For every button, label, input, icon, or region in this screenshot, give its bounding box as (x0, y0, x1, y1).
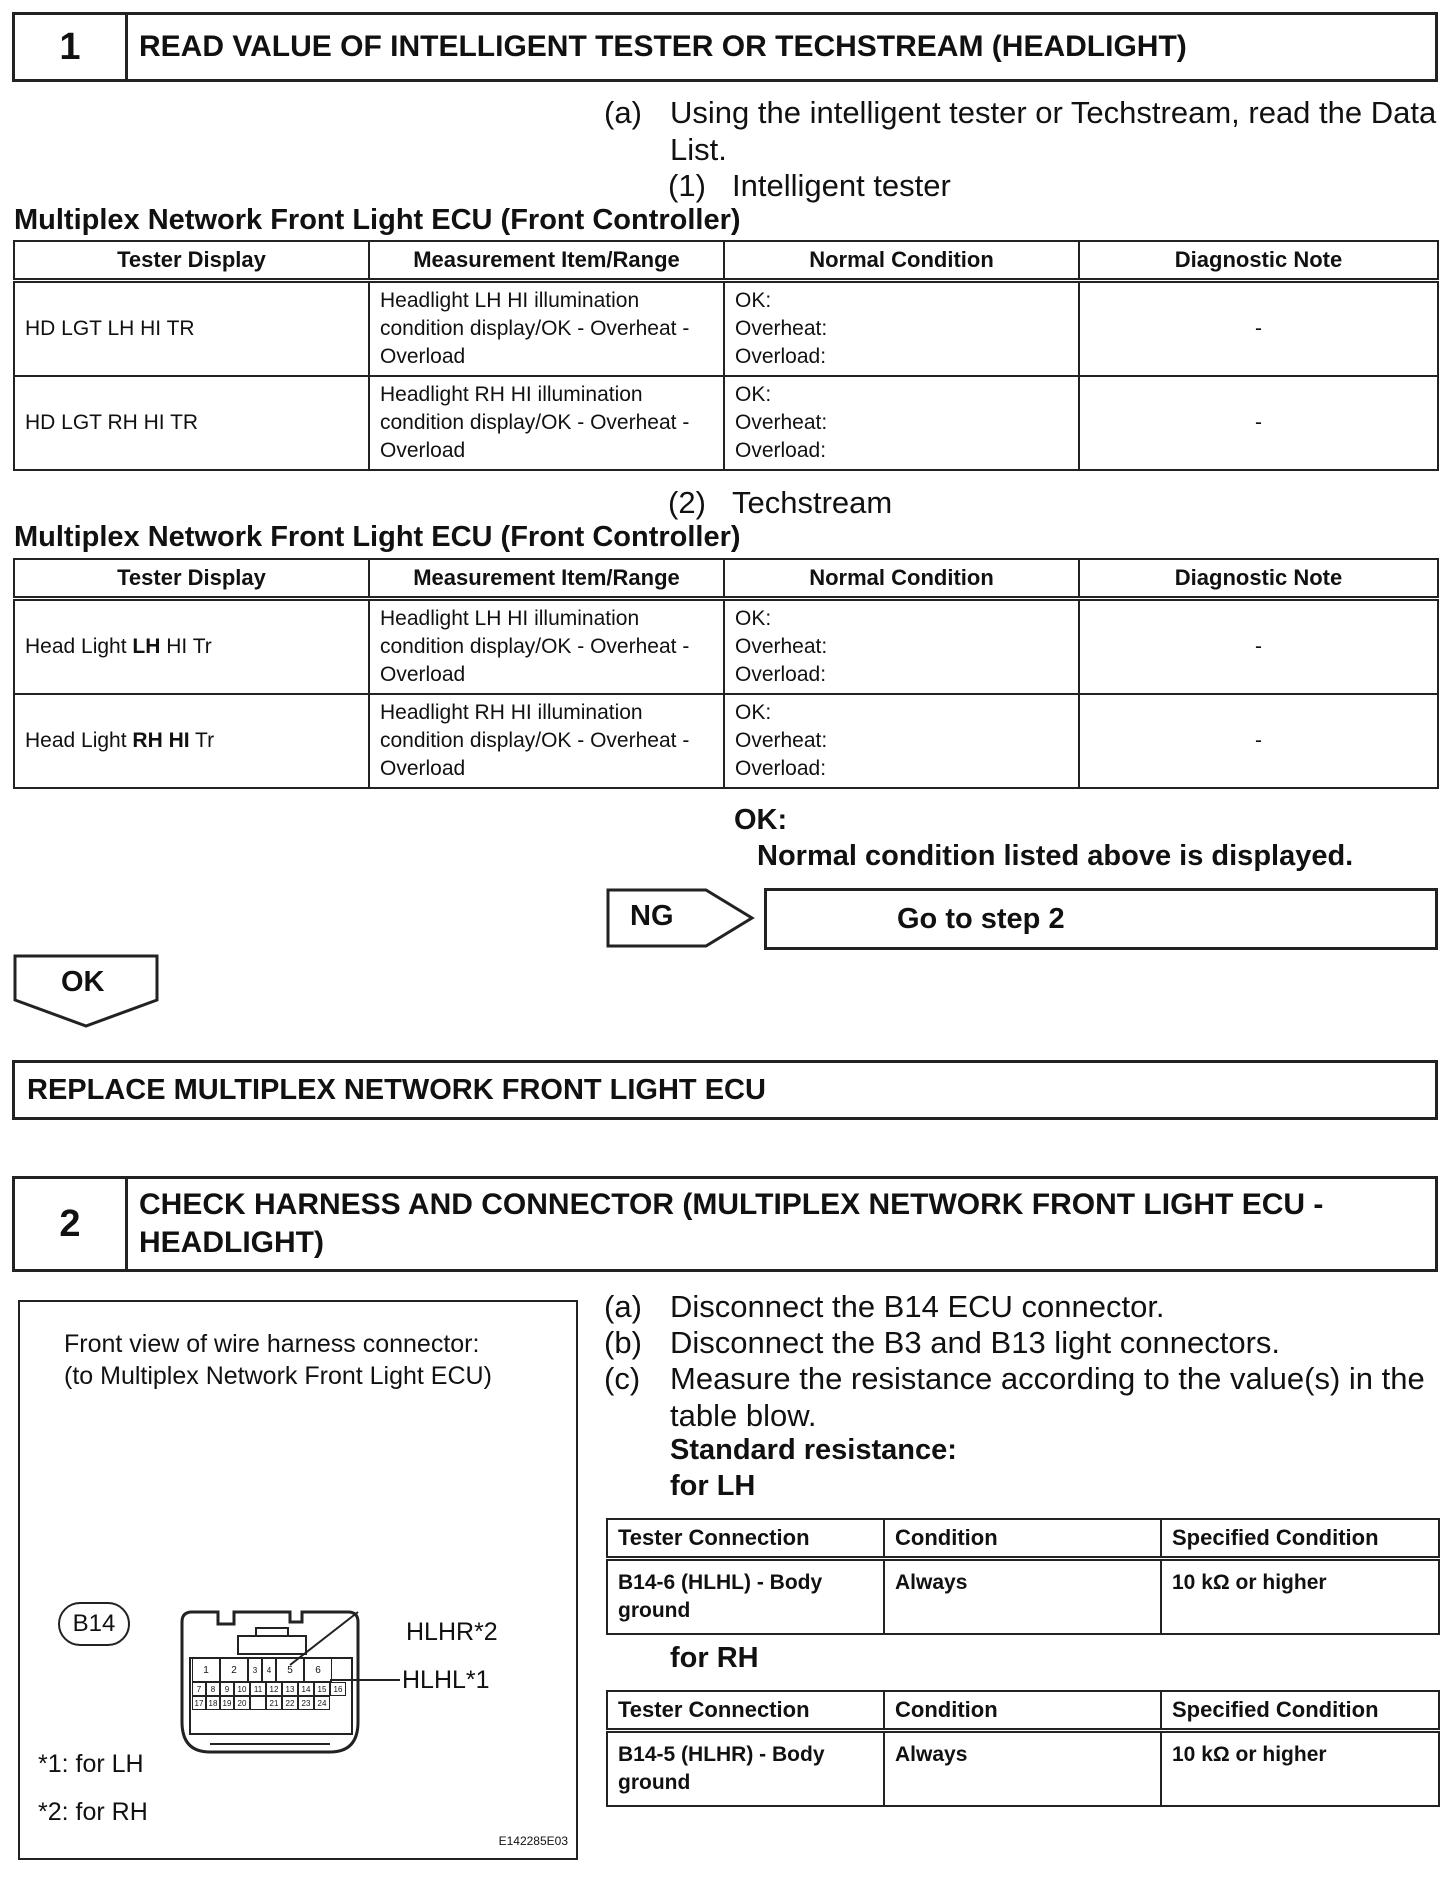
pin: 17 (192, 1696, 206, 1710)
table-row (607, 1559, 1439, 1635)
pin: 19 (220, 1696, 234, 1710)
measurement-line: condition display/OK - Overheat - (380, 729, 690, 752)
instruction-text-line2: List. (670, 132, 727, 167)
tester-display-cell (14, 599, 369, 695)
ok-result-text: Normal condition listed above is displayed. (757, 840, 1354, 872)
tester-display-cell (14, 694, 369, 788)
condition-line: OK: (735, 701, 772, 724)
footnote: *2: for RH (38, 1798, 148, 1826)
pin: 5 (276, 1658, 304, 1682)
figure-code: E142285E03 (498, 1834, 568, 1848)
table-title: Multiplex Network Front Light ECU (Front Controller) (14, 521, 741, 553)
condition-line: Overload: (735, 345, 827, 368)
tester-connection-cell (607, 1731, 884, 1807)
sub-step-label: (2) (668, 485, 706, 520)
pin: 3 (248, 1658, 262, 1682)
instruction-text-line1: Measure the resistance according to the value(s) in the (670, 1361, 1425, 1396)
step-title (139, 1179, 1425, 1269)
pin: 18 (206, 1696, 220, 1710)
condition-line: OK: (735, 383, 772, 406)
specified-condition-cell: 10 kΩ or higher (1161, 1559, 1439, 1635)
condition-cell: Always (884, 1731, 1161, 1807)
sub-step-text: Intelligent tester (732, 168, 951, 203)
ok-result-label: OK: (734, 804, 788, 836)
pin: 23 (298, 1696, 314, 1710)
tester-display-cell: HD LGT RH HI TR (14, 376, 369, 470)
step-title-line2: HEADLIGHT) (139, 1226, 324, 1259)
pin: 8 (206, 1682, 220, 1696)
connector-id: B14 (72, 1610, 116, 1637)
display-text: Head Light (25, 729, 133, 752)
pin-row (192, 1696, 354, 1710)
pin-blank (250, 1696, 266, 1710)
pin: 21 (266, 1696, 282, 1710)
column-header: Condition (884, 1691, 1161, 1731)
pin-grid (192, 1658, 354, 1710)
condition-line: Overheat: (735, 317, 828, 340)
table-header-row (14, 559, 1438, 599)
table-title: Multiplex Network Front Light ECU (Front Controller) (14, 204, 741, 236)
connection-line: ground (618, 1599, 691, 1622)
column-header: Tester Connection (607, 1519, 884, 1559)
display-text: Head Light (25, 635, 133, 658)
instruction-text-line1: Using the intelligent tester or Techstream, read the Data (670, 95, 1437, 130)
hlhr-pin-label: HLHR*2 (406, 1618, 498, 1646)
condition-line: OK: (735, 289, 772, 312)
pin: 2 (220, 1658, 248, 1682)
measurement-line: condition display/OK - Overheat - (380, 411, 690, 434)
column-header: Specified Condition (1161, 1691, 1439, 1731)
instruction-a (604, 94, 1438, 168)
condition-line: Overload: (735, 663, 827, 686)
connector-figure (18, 1300, 578, 1860)
ng-arrow-icon (606, 888, 756, 948)
display-text-bold: LH (132, 635, 161, 658)
column-header: Diagnostic Note (1079, 559, 1438, 599)
display-text-bold: RH HI (132, 729, 190, 752)
column-header: Measurement Item/Range (369, 559, 724, 599)
table-row (607, 1731, 1439, 1807)
step-1-header (12, 12, 1438, 82)
column-header: Tester Display (14, 559, 369, 599)
instruction-text-line2: table blow. (670, 1398, 817, 1433)
table-row (14, 376, 1438, 470)
connection-line: B14-5 (HLHR) - Body (618, 1743, 825, 1766)
pin: 4 (262, 1658, 276, 1682)
pin: 16 (330, 1682, 346, 1696)
measurement-line: condition display/OK - Overheat - (380, 635, 690, 658)
data-list-table-techstream (13, 558, 1439, 789)
condition-cell: Always (884, 1559, 1161, 1635)
figure-caption: (to Multiplex Network Front Light ECU) (64, 1362, 492, 1390)
tester-connection-cell (607, 1559, 884, 1635)
measurement-cell (369, 694, 724, 788)
resistance-table-rh (606, 1690, 1440, 1807)
instruction-text: Disconnect the B3 and B13 light connectors. (670, 1325, 1281, 1360)
connector-id-badge (58, 1602, 130, 1646)
sub-step-1 (668, 167, 1068, 204)
pin: 10 (234, 1682, 250, 1696)
condition-line: Overheat: (735, 411, 828, 434)
instruction-text: Disconnect the B14 ECU connector. (670, 1289, 1165, 1324)
instruction-a (604, 1288, 1438, 1325)
pin: 1 (192, 1658, 220, 1682)
instruction-label: (a) (604, 1289, 642, 1324)
for-lh-label: for LH (670, 1470, 756, 1502)
ng-label: NG (630, 900, 674, 932)
for-rh-label: for RH (670, 1642, 759, 1674)
pin: 15 (314, 1682, 330, 1696)
measurement-line: Headlight RH HI illumination (380, 383, 643, 406)
column-header: Condition (884, 1519, 1161, 1559)
display-text: Tr (189, 729, 215, 752)
table-row (14, 281, 1438, 377)
replace-ecu-box: REPLACE MULTIPLEX NETWORK FRONT LIGHT ECU (12, 1060, 1438, 1120)
measurement-line: Headlight LH HI illumination (380, 607, 640, 630)
go-to-step-2-link[interactable]: Go to step 2 (764, 888, 1438, 950)
condition-line: Overheat: (735, 635, 828, 658)
table-row (14, 599, 1438, 695)
measurement-line: Headlight LH HI illumination (380, 289, 640, 312)
measurement-line: Overload (380, 345, 466, 368)
measurement-cell (369, 281, 724, 377)
measurement-line: Overload (380, 439, 466, 462)
pin: 20 (234, 1696, 250, 1710)
pin: 13 (282, 1682, 298, 1696)
ok-branch-arrow (13, 954, 159, 1028)
pin: 11 (250, 1682, 266, 1696)
measurement-cell (369, 376, 724, 470)
pin-row (192, 1658, 354, 1682)
measurement-line: Overload (380, 663, 466, 686)
column-header: Tester Connection (607, 1691, 884, 1731)
instruction-label: (a) (604, 95, 642, 130)
column-header: Specified Condition (1161, 1519, 1439, 1559)
sub-step-label: (1) (668, 168, 706, 203)
instruction-c (604, 1360, 1438, 1434)
resistance-table-lh (606, 1518, 1440, 1635)
normal-condition-cell (724, 599, 1079, 695)
measurement-cell (369, 599, 724, 695)
footnote: *1: for LH (38, 1750, 144, 1778)
diagnostic-note-cell: - (1079, 599, 1438, 695)
sub-step-2 (668, 484, 1068, 521)
column-header: Diagnostic Note (1079, 241, 1438, 281)
column-header: Normal Condition (724, 241, 1079, 281)
sub-step-text: Techstream (732, 485, 893, 520)
measurement-line: Headlight RH HI illumination (380, 701, 643, 724)
normal-condition-cell (724, 376, 1079, 470)
column-header: Tester Display (14, 241, 369, 281)
tester-display-cell: HD LGT LH HI TR (14, 281, 369, 377)
normal-condition-cell (724, 694, 1079, 788)
condition-line: OK: (735, 607, 772, 630)
diagnostic-note-cell: - (1079, 376, 1438, 470)
table-header-row (14, 241, 1438, 281)
condition-line: Overheat: (735, 729, 828, 752)
standard-resistance-label: Standard resistance: (670, 1434, 957, 1466)
column-header: Measurement Item/Range (369, 241, 724, 281)
column-header: Normal Condition (724, 559, 1079, 599)
figure-caption: Front view of wire harness connector: (64, 1330, 480, 1358)
step-number: 1 (15, 15, 128, 79)
table-row (14, 694, 1438, 788)
hlhl-pin-label: HLHL*1 (402, 1666, 490, 1694)
condition-line: Overload: (735, 757, 827, 780)
pin: 22 (282, 1696, 298, 1710)
table-header-row (607, 1691, 1439, 1731)
step-title-line1: CHECK HARNESS AND CONNECTOR (MULTIPLEX NETWORK FRONT LIGHT ECU - (139, 1188, 1324, 1221)
pin: 9 (220, 1682, 234, 1696)
specified-condition-cell: 10 kΩ or higher (1161, 1731, 1439, 1807)
step-title: READ VALUE OF INTELLIGENT TESTER OR TECHSTREAM (HEADLIGHT) (139, 30, 1187, 63)
instruction-b (604, 1324, 1438, 1361)
pin: 6 (304, 1658, 332, 1682)
ok-label: OK (61, 966, 105, 998)
pin: 14 (298, 1682, 314, 1696)
instruction-label: (b) (604, 1325, 642, 1360)
measurement-line: Overload (380, 757, 466, 780)
normal-condition-cell (724, 281, 1079, 377)
pin: 24 (314, 1696, 330, 1710)
ng-branch-arrow (606, 888, 756, 948)
connection-line: B14-6 (HLHL) - Body (618, 1571, 823, 1594)
display-text: HI Tr (160, 635, 212, 658)
diagnostic-note-cell: - (1079, 694, 1438, 788)
connection-line: ground (618, 1771, 691, 1794)
pin: 12 (266, 1682, 282, 1696)
pin-row (192, 1682, 354, 1696)
data-list-table-intelligent-tester (13, 240, 1439, 471)
table-header-row (607, 1519, 1439, 1559)
step-2-header (12, 1176, 1438, 1272)
measurement-line: condition display/OK - Overheat - (380, 317, 690, 340)
condition-line: Overload: (735, 439, 827, 462)
diagnostic-note-cell: - (1079, 281, 1438, 377)
pin: 7 (192, 1682, 206, 1696)
step-number: 2 (15, 1179, 128, 1269)
instruction-label: (c) (604, 1361, 641, 1396)
